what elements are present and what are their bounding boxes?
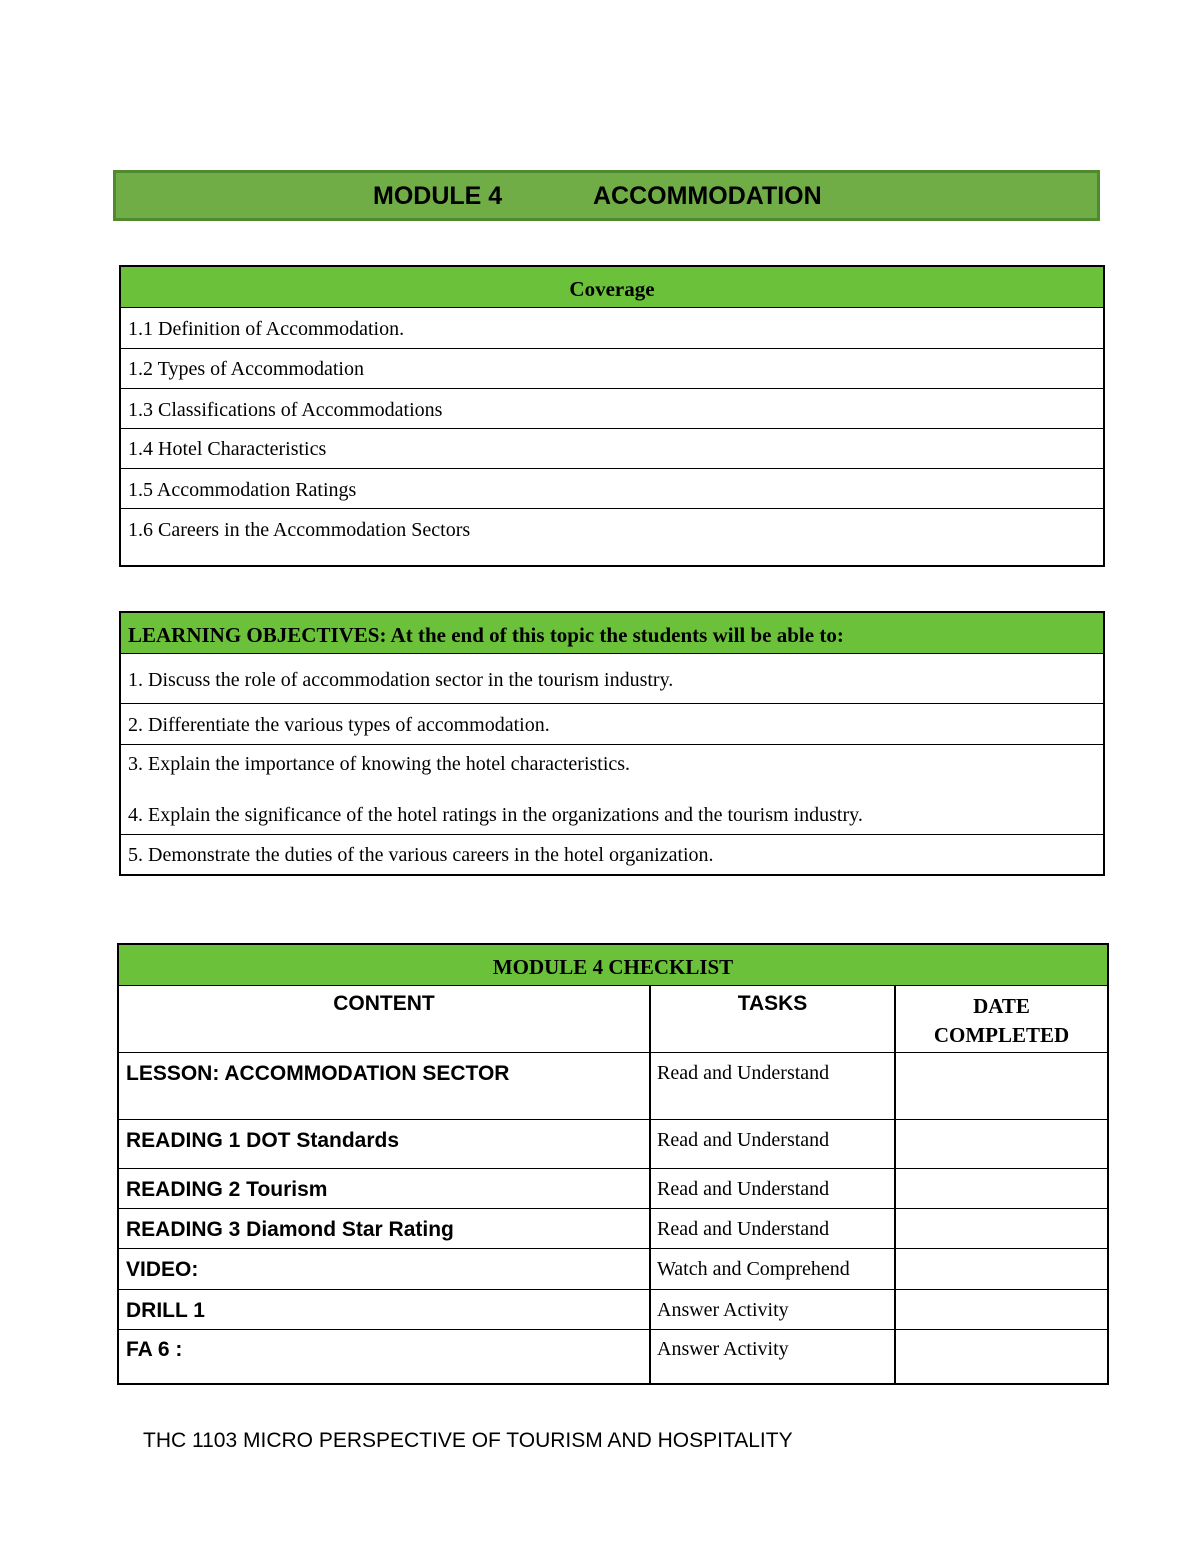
table-row: [119, 1248, 1107, 1289]
objective-item: 2. Differentiate the various types of accommodation.: [121, 703, 1103, 744]
objectives-header: LEARNING OBJECTIVES: At the end of this topic the students will be able to:: [121, 613, 1103, 653]
row-content: READING 3 Diamond Star Rating: [126, 1218, 454, 1241]
column-header-date-line1: DATE: [973, 994, 1030, 1018]
objective-item: 1. Discuss the role of accommodation sector in the tourism industry.: [121, 653, 1103, 703]
column-header-date-line2: COMPLETED: [933, 1023, 1070, 1047]
column-header-date: [894, 985, 1107, 1052]
coverage-header: Coverage: [121, 267, 1103, 307]
table-row: [119, 1052, 1107, 1119]
row-content: FA 6 :: [126, 1338, 183, 1361]
module-topic: ACCOMMODATION: [593, 182, 822, 210]
row-content: READING 2 Tourism: [126, 1178, 328, 1201]
checklist-header: MODULE 4 CHECKLIST: [119, 945, 1107, 986]
table-row: [119, 1208, 1107, 1248]
table-row: [119, 1289, 1107, 1329]
column-header-tasks: TASKS: [649, 985, 894, 1052]
coverage-item: 1.6 Careers in the Accommodation Sectors: [121, 508, 1103, 565]
objective-item: 3. Explain the importance of knowing the hotel characteristics.: [128, 753, 631, 775]
row-task: Answer Activity: [649, 1290, 894, 1329]
row-date[interactable]: [894, 1209, 1107, 1248]
module-title-bar: [113, 170, 1100, 221]
coverage-item: 1.3 Classifications of Accommodations: [121, 388, 1103, 428]
objective-item: 5. Demonstrate the duties of the various careers in the hotel organization.: [121, 834, 1103, 874]
row-date[interactable]: [894, 1249, 1107, 1289]
table-row: [119, 1168, 1107, 1208]
coverage-item: 1.5 Accommodation Ratings: [121, 468, 1103, 508]
row-task: Read and Understand: [649, 1053, 894, 1119]
table-row: [119, 1119, 1107, 1168]
course-footer: THC 1103 MICRO PERSPECTIVE OF TOURISM AND HOSPITALITY: [143, 1429, 793, 1452]
row-date[interactable]: [894, 1169, 1107, 1208]
row-task: Read and Understand: [649, 1209, 894, 1248]
checklist-table: [117, 943, 1109, 1385]
coverage-table: [119, 265, 1105, 567]
table-row: [119, 1329, 1107, 1383]
checklist-column-headers: [119, 985, 1107, 1052]
row-content: LESSON: ACCOMMODATION SECTOR: [126, 1062, 510, 1085]
row-task: Read and Understand: [649, 1120, 894, 1168]
module-number: MODULE 4: [373, 182, 503, 210]
row-date[interactable]: [894, 1290, 1107, 1329]
row-content: READING 1 DOT Standards: [126, 1129, 400, 1152]
row-task: Read and Understand: [649, 1169, 894, 1208]
coverage-item: 1.4 Hotel Characteristics: [121, 428, 1103, 468]
row-date[interactable]: [894, 1120, 1107, 1168]
coverage-item: 1.2 Types of Accommodation: [121, 348, 1103, 388]
row-date[interactable]: [894, 1330, 1107, 1383]
column-header-content: CONTENT: [333, 992, 435, 1015]
row-task: Watch and Comprehend: [649, 1249, 894, 1289]
objective-item: 4. Explain the significance of the hotel ratings in the organizations and the tourism industry.: [128, 804, 863, 826]
row-task: Answer Activity: [649, 1330, 894, 1383]
coverage-item: 1.1 Definition of Accommodation.: [121, 307, 1103, 348]
row-content: VIDEO:: [126, 1258, 199, 1281]
objectives-table: [119, 611, 1105, 876]
row-date[interactable]: [894, 1053, 1107, 1119]
objective-item-group: [121, 744, 1103, 834]
row-content: DRILL 1: [126, 1299, 205, 1322]
